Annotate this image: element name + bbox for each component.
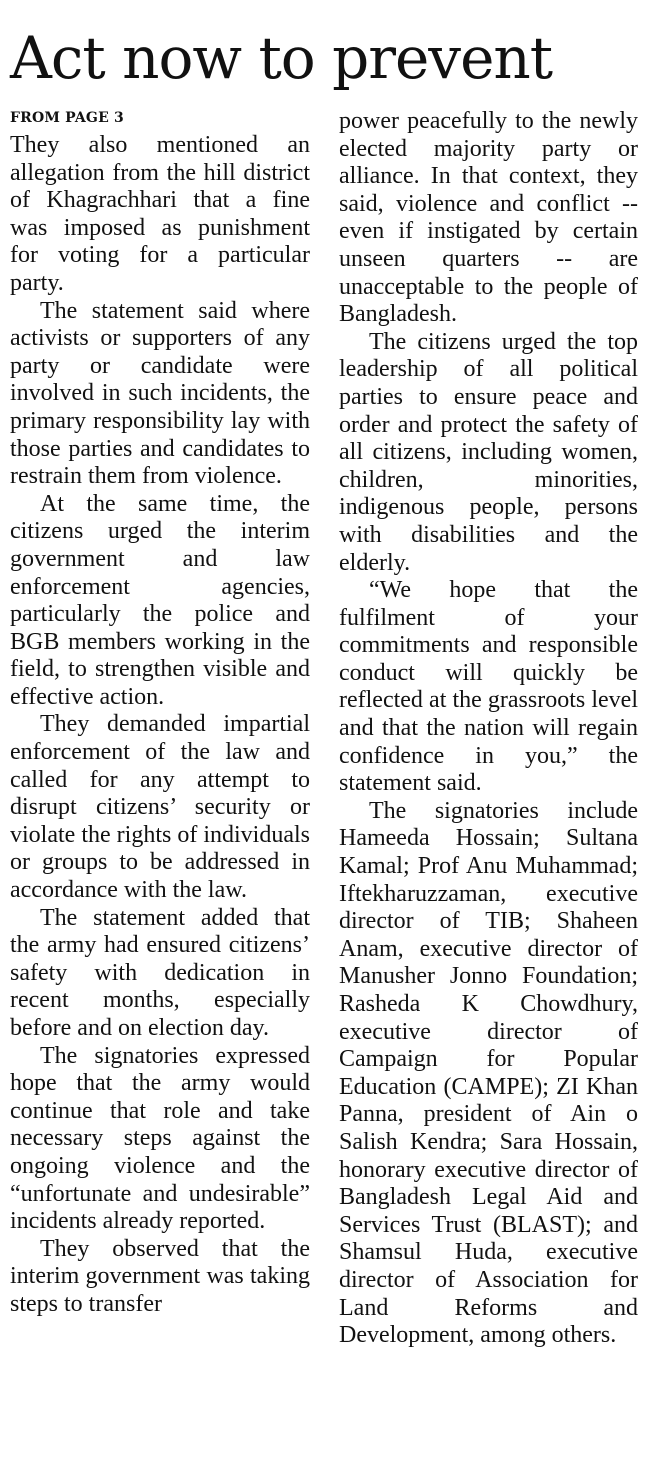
- paragraph: “We hope that the fulfilment of your commitments and responsible conduct will quickly be reflected at the grassroots level and that the nation will regain confidence in you,” the statement said.: [339, 577, 638, 797]
- right-column: [339, 108, 638, 1350]
- headline: Act now to prevent: [10, 24, 553, 92]
- paragraph: The signatories expressed hope that the army would continue that role and take necessary steps against the ongoing violence and the “unfortunate and undesirable” incidents already reported.: [10, 1042, 310, 1235]
- paragraph: They also mentioned an allegation from the hill district of Khagrachhari that a fine was imposed as punishment for voting for a particular party.: [10, 132, 310, 296]
- paragraph: They observed that the interim government was taking steps to transfer: [10, 1235, 310, 1317]
- paragraph: The signatories include Hameeda Hossain; Sultana Kamal; Prof Anu Muhammad; Iftekharuzzaman, executive director of TIB; Shaheen Anam, executive director of Manusher Jonno Foundation; Rasheda K Chowdhury, executive director of Campaign for Popular Education (CAMPE); ZI Khan Panna, president of Ain o Salish Kendra; Sara Hossain, honorary executive director of Bangladesh Legal Aid and Services Trust (BLAST); and Shamsul Huda, executive director of Association for Land Reforms and Development, among others.: [339, 797, 638, 1349]
- paragraph: At the same time, the citizens urged the interim government and law enforcement agencies, particularly the police and BGB members working in the field, to strengthen visible and effective action.: [10, 490, 310, 710]
- paragraph: power peacefully to the newly elected majority party or alliance. In that context, they said, violence and conflict -- even if instigated by certain unseen quarters -- are unacceptable to the people of Bangladesh.: [339, 108, 638, 328]
- paragraph: The statement added that the army had ensured citizens’ safety with dedication in recent months, especially before and on election day.: [10, 904, 310, 1041]
- left-column: [10, 108, 310, 1319]
- paragraph: They demanded impartial enforcement of the law and called for any attempt to disrupt citizens’ security or violate the rights of individuals or groups to be addressed in accordance with the law.: [10, 711, 310, 904]
- paragraph: The statement said where activists or supporters of any party or candidate were involved in such incidents, the primary responsibility lay with those parties and candidates to restrain them from violence.: [10, 297, 310, 490]
- paragraph: The citizens urged the top leadership of all political parties to ensure peace and order and protect the safety of all citizens, including women, children, minorities, indigenous people, persons with disabilities and the elderly.: [339, 328, 638, 576]
- continuation-kicker: FROM PAGE 3: [10, 110, 124, 126]
